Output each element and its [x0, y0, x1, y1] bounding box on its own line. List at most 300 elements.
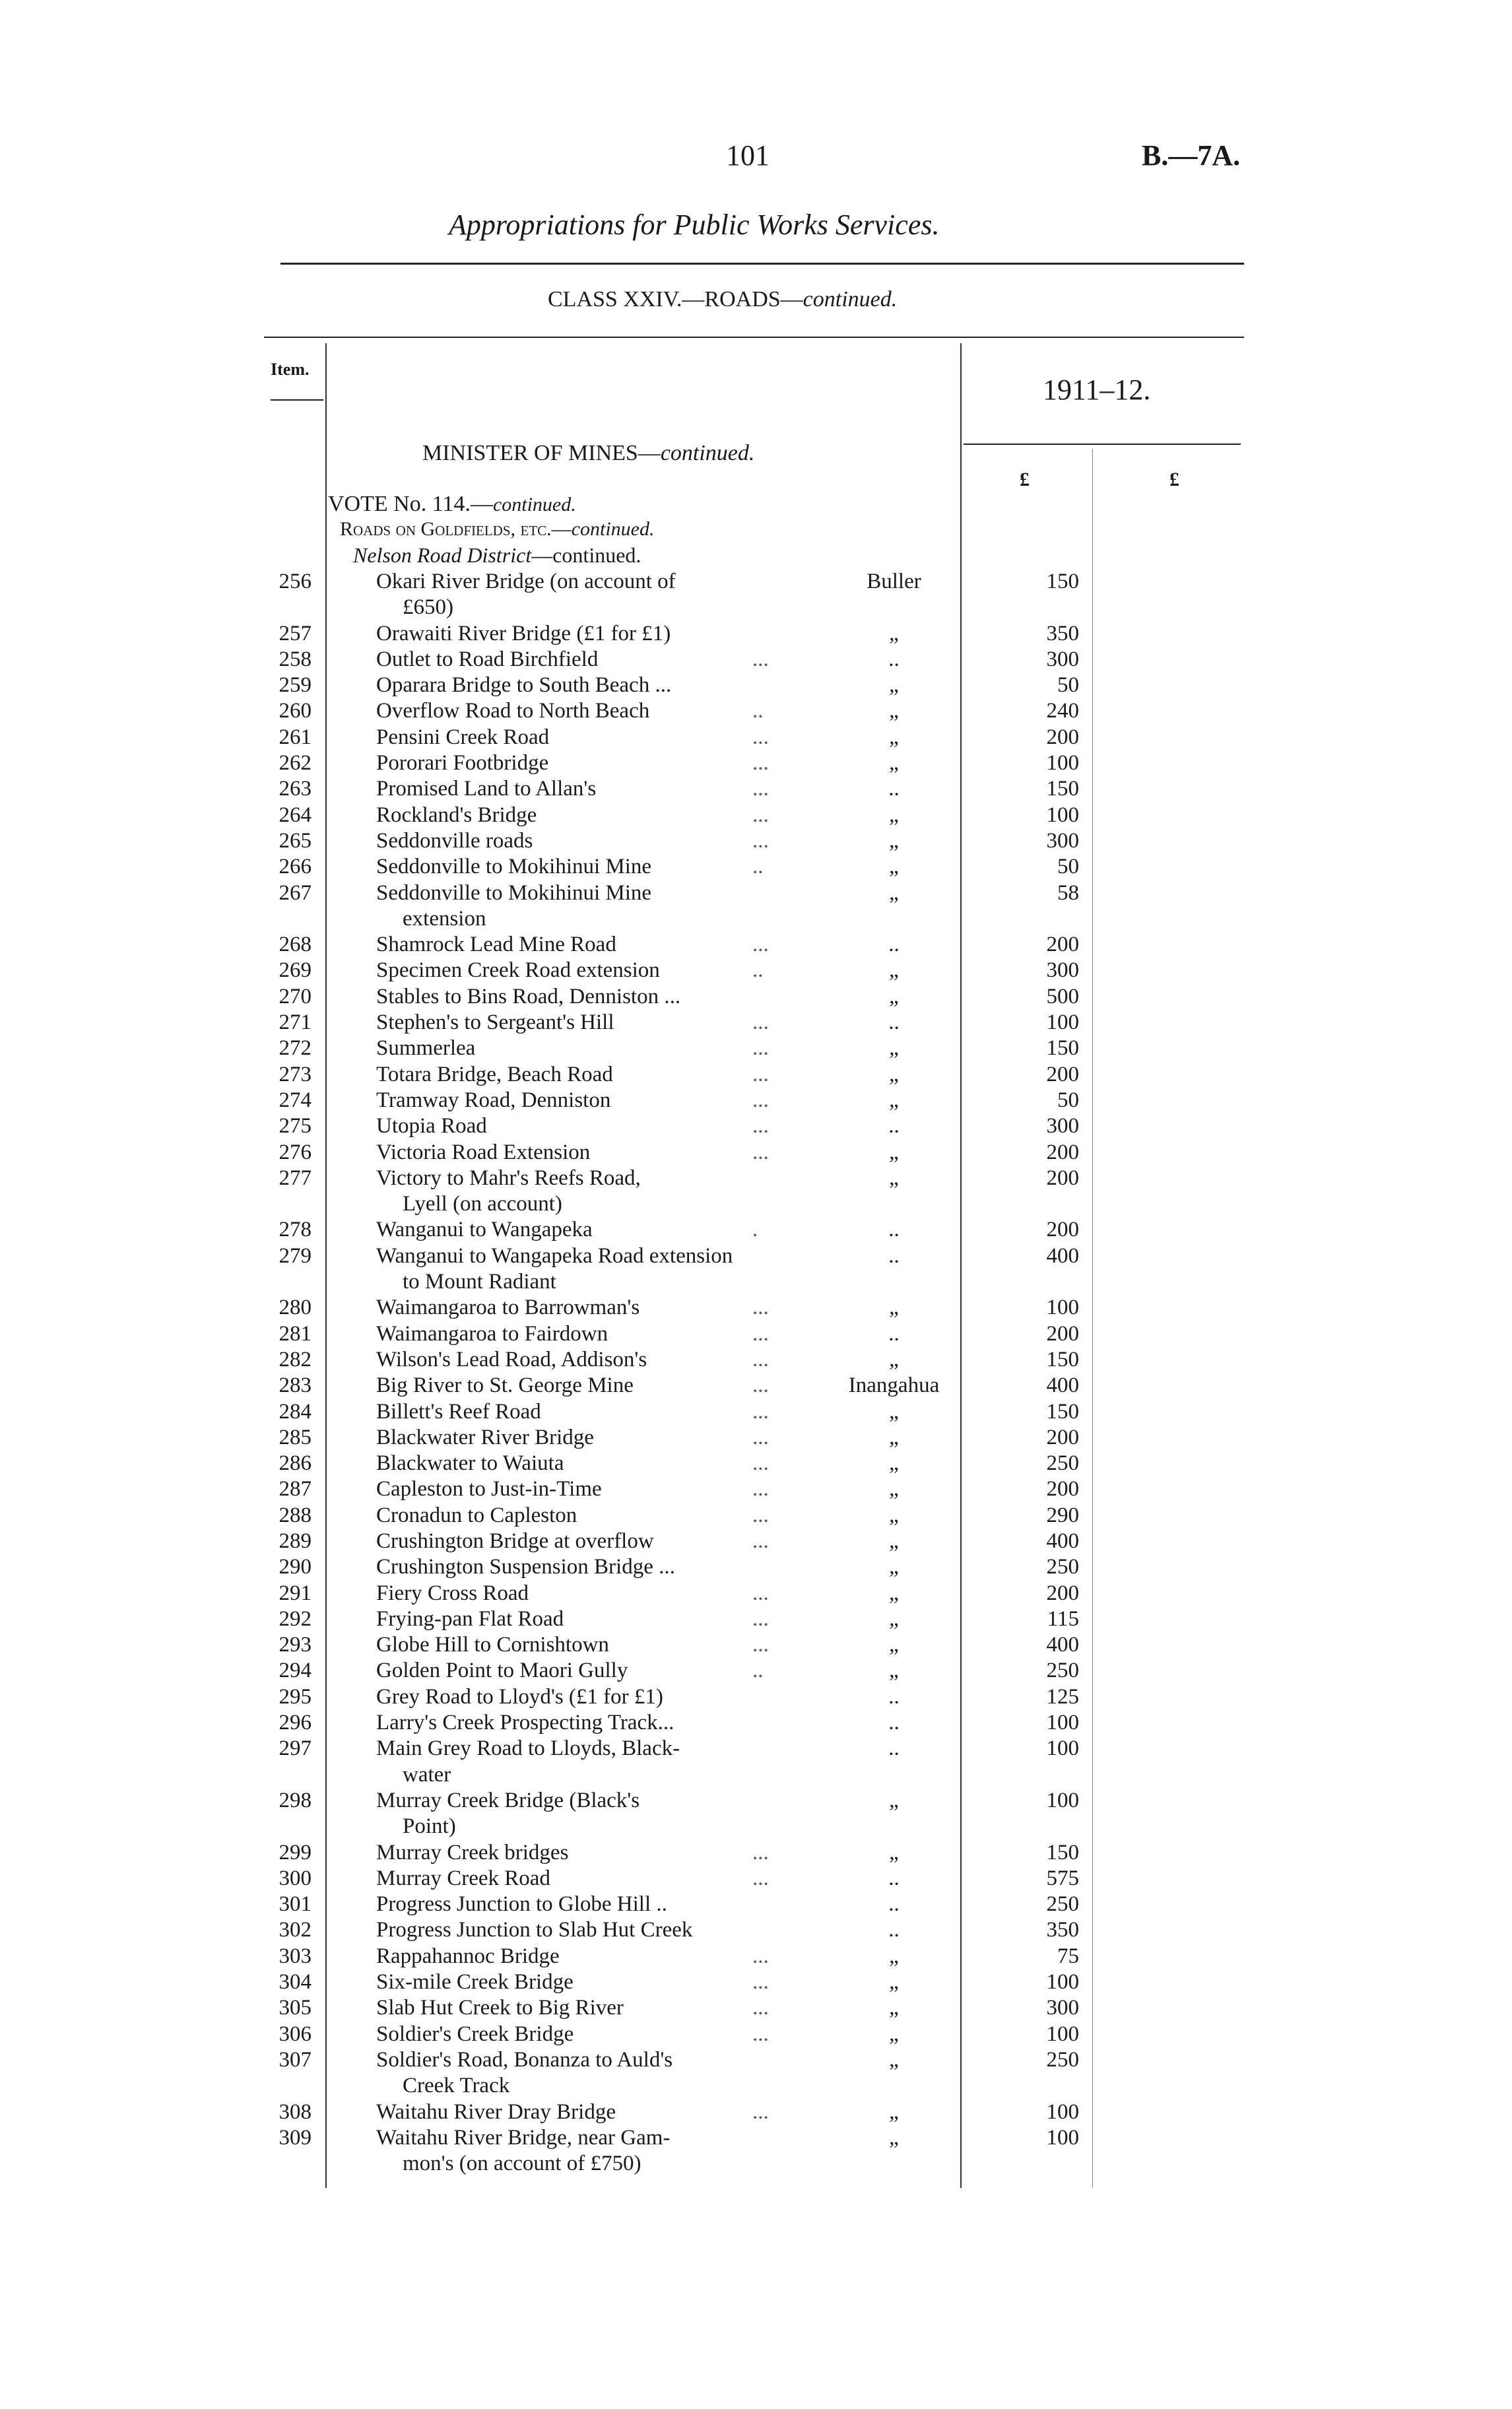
- district-name: ..: [888, 1010, 900, 1035]
- table-row: [0, 984, 1512, 1010]
- item-description-line-1: Soldier's Road, Bonanza to Auld's: [376, 2047, 673, 2072]
- item-number: 263: [279, 777, 312, 801]
- item-number: 266: [279, 855, 312, 879]
- item-description-line-1: Six-mile Creek Bridge: [376, 1970, 574, 1995]
- amount-pounds: 250: [1046, 1451, 1079, 1476]
- item-number: 257: [279, 621, 312, 645]
- table-top-rule: [264, 337, 1244, 338]
- item-description-line-1: Pororari Footbridge: [376, 751, 549, 776]
- district-name: „: [889, 828, 899, 853]
- amount-pounds: 300: [1046, 828, 1079, 853]
- item-number: 271: [279, 1010, 312, 1035]
- class-heading-main: CLASS XXIV.—ROADS—: [548, 287, 803, 312]
- item-description-line-1: Murray Creek Bridge (Black's: [376, 1788, 640, 1812]
- item-description-line-1: Blackwater River Bridge: [376, 1425, 594, 1449]
- leader-dots: ...: [752, 1062, 769, 1086]
- item-description-line-1: Stables to Bins Road, Denniston ...: [376, 984, 681, 1008]
- item-description: [376, 1917, 832, 1943]
- item-number: 283: [279, 1373, 312, 1398]
- item-number: 279: [279, 1243, 312, 1268]
- leader-dots: ...: [752, 2099, 769, 2124]
- item-description-line-1: Seddonville roads: [376, 828, 533, 853]
- item-description-line-2: Lyell (on account): [403, 1192, 562, 1216]
- item-number: 288: [279, 1503, 312, 1527]
- item-number: 256: [279, 570, 312, 593]
- item-number: 307: [279, 2047, 312, 2072]
- item-description-line-1: Progress Junction to Globe Hill ..: [376, 1892, 667, 1917]
- table-row: [0, 1451, 1512, 1476]
- table-row: [0, 1399, 1512, 1425]
- table-row: [0, 621, 1512, 647]
- amount-pounds: 400: [1046, 1529, 1079, 1553]
- table-row: [0, 1944, 1512, 1969]
- amount-pounds: 500: [1046, 984, 1079, 1008]
- district-name: ..: [888, 1218, 900, 1242]
- district-name: „: [889, 958, 899, 983]
- item-description-line-1: Victory to Mahr's Reefs Road,: [376, 1166, 641, 1190]
- item-description-line-1: Promised Land to Allan's: [376, 777, 597, 801]
- item-description-line-1: Crushington Bridge at overflow: [376, 1529, 654, 1553]
- item-description: [376, 854, 832, 880]
- leader-dots: ...: [752, 828, 769, 853]
- item-number: 269: [279, 958, 312, 983]
- amount-pounds: 250: [1046, 1659, 1079, 1683]
- leader-dots: ...: [752, 1399, 769, 1424]
- minister-heading-main: MINISTER OF MINES—: [422, 441, 661, 465]
- table-row: [0, 803, 1512, 828]
- year-column-header: 1911–12.: [1043, 374, 1151, 406]
- item-description-line-1: Wilson's Lead Road, Addison's: [376, 1347, 647, 1371]
- leader-dots: ...: [752, 1373, 769, 1398]
- item-number: 277: [279, 1166, 312, 1190]
- item-description: [376, 1684, 832, 1710]
- leader-dots: ...: [752, 2022, 769, 2046]
- district-name: „: [889, 673, 899, 698]
- item-description-line-1: Totara Bridge, Beach Road: [376, 1062, 613, 1086]
- amount-pounds: 100: [1046, 2022, 1079, 2046]
- item-description: [376, 1892, 832, 1917]
- item-number: 291: [279, 1581, 312, 1605]
- item-description-line-1: Outlet to Road Birchfield: [376, 647, 599, 671]
- amount-pounds: 75: [1057, 1944, 1079, 1968]
- amount-pounds: 250: [1046, 1555, 1079, 1579]
- district-name: „: [889, 1996, 899, 2020]
- leader-dots: ...: [752, 1010, 769, 1035]
- item-number: 280: [279, 1296, 312, 1320]
- item-description: [376, 569, 832, 621]
- district-name: „: [889, 725, 899, 749]
- amount-pounds: 150: [1046, 1840, 1079, 1864]
- amount-pounds: 200: [1046, 1140, 1079, 1164]
- district-name: „: [889, 2047, 899, 2072]
- table-row: [0, 1995, 1512, 2021]
- amount-pounds: 150: [1046, 1036, 1079, 1061]
- district-name: „: [889, 1970, 899, 1995]
- item-description: [376, 2125, 832, 2177]
- item-description-line-1: Orawaiti River Bridge (£1 for £1): [376, 621, 671, 645]
- amount-pounds: 58: [1057, 880, 1079, 905]
- item-header-underline: [271, 399, 323, 401]
- amount-pounds: 100: [1046, 751, 1079, 776]
- table-row: [0, 1866, 1512, 1892]
- item-description-line-1: Frying-pan Flat Road: [376, 1606, 564, 1631]
- district-name: „: [889, 1659, 899, 1683]
- roads-subheading-continued: continued.: [571, 518, 655, 540]
- item-description-line-1: Specimen Creek Road extension: [376, 958, 660, 983]
- item-description-line-1: Soldier's Creek Bridge: [376, 2022, 574, 2046]
- item-description-line-1: Seddonville to Mokihinui Mine: [376, 880, 652, 905]
- leader-dots: ..: [752, 699, 764, 723]
- item-description-line-1: Golden Point to Maori Gully: [376, 1659, 628, 1683]
- table-row: [0, 1969, 1512, 1995]
- amount-pounds: 350: [1046, 621, 1079, 645]
- amount-pounds: 100: [1046, 2099, 1079, 2124]
- amount-pounds: 300: [1046, 958, 1079, 983]
- leader-dots: ...: [752, 647, 769, 671]
- vote-heading-continued: continued.: [492, 494, 576, 515]
- district-name: ..: [888, 933, 900, 957]
- table-row: [0, 1295, 1512, 1321]
- district-name: „: [889, 1140, 899, 1164]
- table-row: [0, 1917, 1512, 1943]
- item-description-line-2: to Mount Radiant: [403, 1270, 556, 1294]
- leader-dots: ...: [752, 1840, 769, 1864]
- item-number: 286: [279, 1451, 312, 1476]
- item-description: [376, 1243, 832, 1296]
- amount-pounds: 200: [1046, 1166, 1079, 1190]
- item-description-line-2: Point): [403, 1814, 456, 1839]
- item-number: 297: [279, 1736, 312, 1761]
- leader-dots: ...: [752, 725, 769, 749]
- leader-dots: ...: [752, 933, 769, 957]
- item-number: 304: [279, 1970, 312, 1995]
- top-rule: [280, 263, 1244, 265]
- item-description-line-1: Slab Hut Creek to Big River: [376, 1996, 624, 2020]
- leader-dots: ...: [752, 1633, 769, 1657]
- item-number: 268: [279, 933, 312, 957]
- item-number: 281: [279, 1321, 312, 1346]
- amount-pounds: 300: [1046, 647, 1079, 671]
- minister-heading-continued: continued.: [660, 441, 755, 465]
- vote-heading-main: VOTE No. 114.—: [328, 492, 493, 516]
- item-description-line-2: mon's (on account of £750): [403, 2152, 641, 2176]
- table-row: [0, 776, 1512, 802]
- table-row: [0, 1632, 1512, 1658]
- district-name: ..: [888, 1243, 900, 1268]
- item-description-line-1: Murray Creek Road: [376, 1866, 550, 1890]
- item-number: 287: [279, 1477, 312, 1502]
- amount-pounds: 50: [1057, 1088, 1079, 1112]
- table-row: [0, 698, 1512, 724]
- district-name: „: [889, 1088, 899, 1112]
- item-description: [376, 1736, 832, 1788]
- amount-pounds: 400: [1046, 1373, 1079, 1398]
- item-description-line-2: extension: [403, 906, 486, 931]
- district-name: „: [889, 1166, 899, 1190]
- leader-dots: ...: [752, 1866, 769, 1890]
- item-column-header: Item.: [271, 360, 310, 379]
- table-row: [0, 1088, 1512, 1113]
- item-number: 289: [279, 1529, 312, 1553]
- leader-dots: ...: [752, 1529, 769, 1553]
- item-description-line-1: Shamrock Lead Mine Road: [376, 933, 616, 957]
- amount-pounds: 200: [1046, 933, 1079, 957]
- amount-pounds: 350: [1046, 1918, 1079, 1942]
- item-number: 282: [279, 1347, 312, 1371]
- item-description: [376, 2047, 832, 2099]
- table-row: [0, 1036, 1512, 1061]
- item-number: 302: [279, 1918, 312, 1942]
- table-row: [0, 1113, 1512, 1139]
- road-district-continued: —continued.: [531, 543, 641, 567]
- item-description: [376, 1788, 832, 1840]
- district-name: „: [889, 984, 899, 1008]
- item-description-line-2: water: [403, 1762, 451, 1787]
- district-name: „: [889, 1581, 899, 1605]
- amount-pounds: 100: [1046, 2125, 1079, 2150]
- leader-dots: ...: [752, 1503, 769, 1527]
- item-number: 301: [279, 1892, 312, 1917]
- item-number: 309: [279, 2125, 312, 2150]
- amount-pounds: 150: [1046, 1399, 1079, 1424]
- table-row: [0, 673, 1512, 698]
- item-number: 285: [279, 1425, 312, 1449]
- leader-dots: ...: [752, 1970, 769, 1995]
- amount-pounds: 150: [1046, 570, 1079, 593]
- item-description-line-1: Summerlea: [376, 1036, 476, 1061]
- district-name: „: [889, 1503, 899, 1527]
- item-description-line-2: £650): [403, 595, 453, 620]
- item-description-line-1: Stephen's to Sergeant's Hill: [376, 1010, 614, 1035]
- district-name: „: [889, 2022, 899, 2046]
- amount-pounds: 50: [1057, 855, 1079, 879]
- item-description-line-1: Okari River Bridge (on account of: [376, 570, 676, 593]
- table-row: [0, 1606, 1512, 1632]
- amount-pounds: 150: [1046, 777, 1079, 801]
- table-row: [0, 828, 1512, 854]
- item-description: [376, 958, 832, 983]
- item-number: 262: [279, 751, 312, 776]
- table-row: [0, 1243, 1512, 1296]
- item-number: 294: [279, 1659, 312, 1683]
- leader-dots: ...: [752, 1036, 769, 1061]
- pound-column-2-header: £: [1169, 469, 1179, 490]
- item-description-line-1: Waitahu River Dray Bridge: [376, 2099, 616, 2124]
- amount-pounds: 100: [1046, 1736, 1079, 1761]
- table-row: [0, 647, 1512, 673]
- leader-dots: ...: [752, 1296, 769, 1320]
- table-row: [0, 1892, 1512, 1917]
- leader-dots: ...: [752, 1944, 769, 1968]
- table-row: [0, 1217, 1512, 1243]
- leader-dots: ...: [752, 1996, 769, 2020]
- district-name: „: [889, 1529, 899, 1553]
- class-heading: [548, 287, 897, 312]
- table-row: [0, 1840, 1512, 1866]
- item-description-line-1: Globe Hill to Cornishtown: [376, 1633, 609, 1657]
- item-number: 300: [279, 1866, 312, 1890]
- district-name: „: [889, 1425, 899, 1449]
- item-number: 258: [279, 647, 312, 671]
- item-number: 267: [279, 880, 312, 905]
- leader-dots: ...: [752, 1140, 769, 1164]
- table-row: [0, 1062, 1512, 1088]
- leader-dots: ...: [752, 1425, 769, 1449]
- item-description: [376, 621, 832, 647]
- year-header-rule: [964, 444, 1241, 445]
- item-description: [376, 1710, 832, 1736]
- table-row: [0, 1710, 1512, 1736]
- item-number: 303: [279, 1944, 312, 1968]
- table-row: [0, 1425, 1512, 1451]
- district-name: Inangahua: [848, 1373, 940, 1398]
- pound-column-1-header: £: [1020, 469, 1030, 490]
- item-description-line-1: Progress Junction to Slab Hut Creek: [376, 1918, 693, 1942]
- amount-pounds: 200: [1046, 1062, 1079, 1086]
- item-description-line-1: Utopia Road: [376, 1114, 487, 1138]
- item-number: 308: [279, 2099, 312, 2124]
- amount-pounds: 290: [1046, 1503, 1079, 1527]
- amount-pounds: 100: [1046, 803, 1079, 827]
- item-number: 284: [279, 1399, 312, 1424]
- table-row: [0, 750, 1512, 776]
- district-name: „: [889, 1840, 899, 1864]
- item-description-line-1: Crushington Suspension Bridge ...: [376, 1555, 675, 1579]
- item-description-line-1: Waitahu River Bridge, near Gam-: [376, 2125, 671, 2150]
- item-description-line-1: Larry's Creek Prospecting Track...: [376, 1711, 674, 1735]
- document-reference: B.—7A.: [1142, 139, 1241, 172]
- amount-pounds: 100: [1046, 1788, 1079, 1812]
- leader-dots: ...: [752, 1321, 769, 1346]
- item-number: 305: [279, 1996, 312, 2020]
- item-description-line-1: Oparara Bridge to South Beach ...: [376, 673, 672, 698]
- district-name: „: [889, 1347, 899, 1371]
- amount-pounds: 400: [1046, 1243, 1079, 1268]
- amount-pounds: 250: [1046, 2047, 1079, 2072]
- item-number: 273: [279, 1062, 312, 1086]
- district-name: ..: [888, 1918, 900, 1942]
- item-description-line-1: Grey Road to Lloyd's (£1 for £1): [376, 1684, 663, 1709]
- item-description-line-1: Big River to St. George Mine: [376, 1373, 634, 1398]
- amount-pounds: 100: [1046, 1296, 1079, 1320]
- district-name: ..: [888, 1866, 900, 1890]
- amount-pounds: 50: [1057, 673, 1079, 698]
- district-name: „: [889, 621, 899, 645]
- district-name: „: [889, 1036, 899, 1061]
- item-description-line-1: Wanganui to Wangapeka: [376, 1218, 593, 1242]
- roads-subheading: [340, 518, 655, 541]
- amount-pounds: 125: [1046, 1684, 1079, 1709]
- item-number: 276: [279, 1140, 312, 1164]
- table-row: [0, 1347, 1512, 1373]
- item-description: [376, 1217, 832, 1243]
- item-description: [376, 1658, 832, 1684]
- table-row: [0, 880, 1512, 933]
- amount-pounds: 200: [1046, 1321, 1079, 1346]
- amount-pounds: 300: [1046, 1996, 1079, 2020]
- district-name: „: [889, 855, 899, 879]
- table-row: [0, 725, 1512, 750]
- amount-pounds: 100: [1046, 1970, 1079, 1995]
- table-row: [0, 1658, 1512, 1684]
- item-description-line-1: Tramway Road, Denniston: [376, 1088, 611, 1112]
- table-row: [0, 1166, 1512, 1218]
- district-name: „: [889, 1451, 899, 1476]
- item-number: 296: [279, 1711, 312, 1735]
- class-heading-continued: continued.: [803, 287, 898, 312]
- item-description: [376, 1554, 832, 1580]
- table-row: [0, 1736, 1512, 1788]
- amount-pounds: 200: [1046, 1218, 1079, 1242]
- table-row: [0, 1554, 1512, 1580]
- amount-pounds: 200: [1046, 1581, 1079, 1605]
- table-row: [0, 2047, 1512, 2099]
- district-name: „: [889, 1477, 899, 1502]
- item-description-line-1: Main Grey Road to Lloyds, Black-: [376, 1736, 680, 1761]
- district-name: „: [889, 803, 899, 827]
- item-description-line-1: Victoria Road Extension: [376, 1140, 591, 1164]
- leader-dots: ..: [752, 855, 764, 879]
- district-name: ..: [888, 1684, 900, 1709]
- amount-pounds: 575: [1046, 1866, 1079, 1890]
- table-row: [0, 569, 1512, 621]
- district-name: „: [889, 2099, 899, 2124]
- item-description: [376, 1166, 832, 1218]
- road-district-heading: [353, 543, 641, 568]
- amount-pounds: 100: [1046, 1010, 1079, 1035]
- leader-dots: ..: [752, 1659, 764, 1683]
- district-name: „: [889, 1062, 899, 1086]
- district-name: ..: [888, 1321, 900, 1346]
- amount-pounds: 400: [1046, 1633, 1079, 1657]
- item-number: 292: [279, 1606, 312, 1631]
- district-name: ..: [888, 1711, 900, 1735]
- district-name: Buller: [867, 570, 921, 593]
- item-number: 290: [279, 1555, 312, 1579]
- item-description: [376, 673, 832, 698]
- table-row: [0, 1581, 1512, 1606]
- item-number: 260: [279, 699, 312, 723]
- item-number: 298: [279, 1788, 312, 1812]
- item-number: 259: [279, 673, 312, 698]
- district-name: „: [889, 880, 899, 905]
- table-row: [0, 1476, 1512, 1502]
- district-name: „: [889, 1399, 899, 1424]
- item-number: 293: [279, 1633, 312, 1657]
- table-row: [0, 1010, 1512, 1036]
- district-name: „: [889, 1296, 899, 1320]
- leader-dots: ...: [752, 1088, 769, 1112]
- district-name: „: [889, 1633, 899, 1657]
- item-description: [376, 984, 832, 1010]
- table-row: [0, 1373, 1512, 1399]
- item-description: [376, 880, 832, 933]
- item-number: 264: [279, 803, 312, 827]
- item-number: 278: [279, 1218, 312, 1242]
- district-name: „: [889, 1606, 899, 1631]
- item-number: 299: [279, 1840, 312, 1864]
- leader-dots: ...: [752, 1606, 769, 1631]
- amount-pounds: 200: [1046, 725, 1079, 749]
- item-description-line-1: Waimangaroa to Barrowman's: [376, 1296, 640, 1320]
- table-row: [0, 1321, 1512, 1347]
- table-row: [0, 932, 1512, 958]
- leader-dots: ...: [752, 803, 769, 827]
- item-number: 272: [279, 1036, 312, 1061]
- item-description-line-1: Overflow Road to North Beach: [376, 699, 650, 723]
- item-number: 274: [279, 1088, 312, 1112]
- district-name: ..: [888, 1736, 900, 1761]
